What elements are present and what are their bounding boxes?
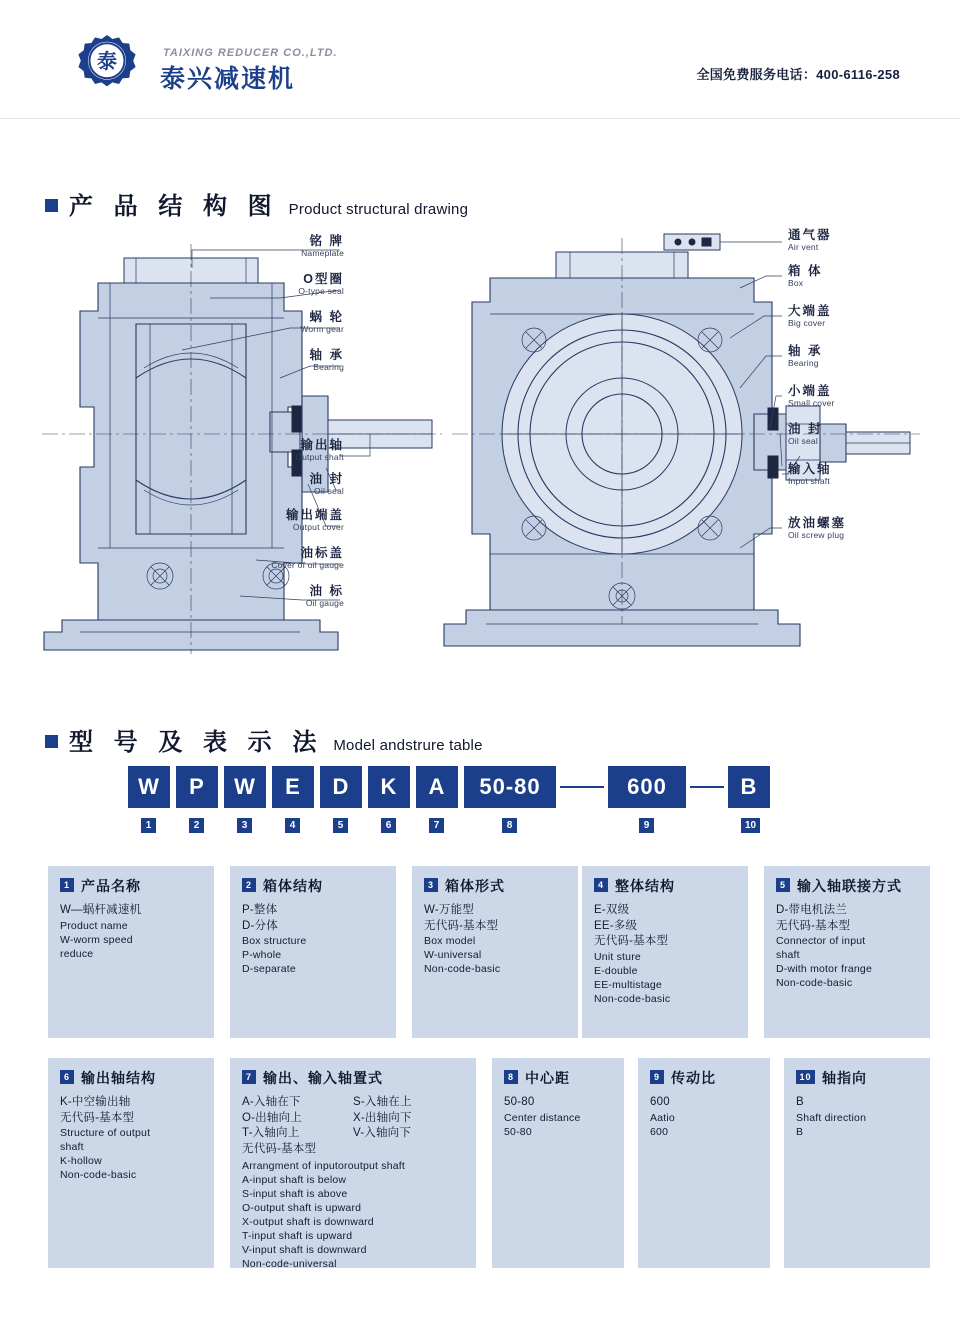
legend-line: W-universal bbox=[424, 949, 482, 961]
legend-badge-4: 4 bbox=[594, 878, 608, 892]
legend-line: 600 bbox=[650, 1096, 670, 1108]
legend-line: W—蜗杆减速机 bbox=[60, 904, 142, 916]
code-box-1: W bbox=[128, 766, 170, 808]
gear-logo-icon bbox=[78, 34, 136, 92]
legend-line: A-input shaft is below bbox=[242, 1174, 347, 1186]
code-box-8: 50-80 bbox=[464, 766, 556, 808]
legend-line: Non-code-basic bbox=[60, 1169, 137, 1181]
callout-oil-seal-right: 油 封 Oil seal bbox=[788, 422, 823, 446]
legend-line: S-入轴在上 bbox=[353, 1096, 412, 1108]
code-box-3: W bbox=[224, 766, 266, 808]
legend-line: K-中空输出轴 bbox=[60, 1096, 131, 1108]
code-box-6: K bbox=[368, 766, 410, 808]
callout-o-type-seal: O型圈 O-type seal bbox=[298, 272, 344, 296]
code-number-6: 6 bbox=[381, 818, 396, 833]
legend-line: O-output shaft is upward bbox=[242, 1202, 362, 1214]
legend-head-5: 输入轴联接方式 bbox=[797, 878, 902, 894]
legend-line: Non-code-basic bbox=[424, 963, 501, 975]
legend-line: D-with motor frange bbox=[776, 963, 872, 975]
legend-line: shaft bbox=[776, 949, 800, 961]
service-hotline: 全国免费服务电话：400-6116-258 bbox=[696, 67, 900, 82]
legend-line: Shaft direction bbox=[796, 1111, 867, 1124]
legend-line: shaft bbox=[60, 1141, 84, 1153]
legend-badge-6: 6 bbox=[60, 1070, 74, 1084]
legend-line: K-hollow bbox=[60, 1155, 102, 1167]
legend-panel-7 bbox=[230, 1058, 476, 1268]
legend-badge-7: 7 bbox=[242, 1070, 256, 1084]
gearbox-diagram-svg bbox=[40, 228, 920, 668]
legend-head-9: 传动比 bbox=[671, 1070, 716, 1086]
callout-input-shaft: 输入轴 Input shaft bbox=[788, 462, 832, 486]
legend-head-7: 输出、输入轴置式 bbox=[263, 1070, 383, 1086]
legend-panel-4 bbox=[582, 866, 748, 1038]
legend-badge-1: 1 bbox=[60, 878, 74, 892]
section-title-model-cn: 型 号 及 表 示 法 bbox=[69, 729, 324, 756]
legend-line: Non-code-basic bbox=[594, 992, 671, 1005]
callout-small-cover: 小端盖 Small cover bbox=[788, 384, 835, 408]
code-number-2: 2 bbox=[189, 818, 204, 833]
callout-air-vent: 通气器 Air vent bbox=[788, 228, 832, 252]
legend-line: Center distance bbox=[504, 1111, 581, 1124]
bullet-square-icon-2 bbox=[45, 735, 58, 748]
legend-line: V-入轴向下 bbox=[353, 1127, 412, 1139]
legend-panel-5 bbox=[764, 866, 930, 1038]
legend-line: V-input shaft is downward bbox=[242, 1244, 367, 1256]
code-box-5: D bbox=[320, 766, 362, 808]
code-dash-2 bbox=[690, 786, 724, 788]
model-code-row bbox=[0, 766, 960, 846]
legend-line: 无代码-基本型 bbox=[242, 1142, 317, 1155]
code-box-9: 600 bbox=[608, 766, 686, 808]
legend-line: T-input shaft is upward bbox=[242, 1230, 353, 1242]
legend-badge-3: 3 bbox=[424, 878, 438, 892]
legend-line: B bbox=[796, 1125, 804, 1138]
legend-head-2: 箱体结构 bbox=[263, 878, 323, 894]
legend-badge-9: 9 bbox=[650, 1070, 664, 1084]
legend-line: Aatio bbox=[650, 1111, 675, 1124]
legend-line: W-worm speed bbox=[60, 933, 133, 946]
legend-line: Arrangment of inputoroutput shaft bbox=[242, 1160, 406, 1172]
legend-line: Box structure bbox=[242, 935, 307, 947]
legend-line: T-入轴向上 bbox=[242, 1127, 300, 1139]
legend-panel-2 bbox=[230, 866, 396, 1038]
callout-output-cover: 输出端盖 Output cover bbox=[285, 508, 344, 532]
product-structural-drawing bbox=[40, 228, 920, 668]
legend-line: Box model bbox=[424, 935, 476, 947]
code-box-4: E bbox=[272, 766, 314, 808]
legend-line: reduce bbox=[60, 947, 94, 960]
legend-head-8: 中心距 bbox=[525, 1070, 570, 1086]
legend-line: B bbox=[796, 1096, 804, 1108]
legend-head-10: 轴指向 bbox=[822, 1070, 867, 1086]
code-number-7: 7 bbox=[429, 818, 444, 833]
legend-badge-2: 2 bbox=[242, 878, 256, 892]
callout-bearing-right: 轴 承 Bearing bbox=[788, 344, 823, 368]
section-title-structure-en: Product structural drawing bbox=[288, 201, 469, 218]
code-dash-1 bbox=[560, 786, 604, 788]
legend-line: E-double bbox=[594, 964, 638, 977]
legend-head-1: 产品名称 bbox=[81, 878, 141, 894]
legend-line: Non-code-universal bbox=[242, 1258, 337, 1270]
code-number-9: 9 bbox=[639, 818, 654, 833]
code-box-2: P bbox=[176, 766, 218, 808]
legend-badge-10: 10 bbox=[796, 1070, 815, 1084]
section-title-structure-cn: 产 品 结 构 图 bbox=[69, 193, 279, 220]
legend-panel-10 bbox=[784, 1058, 930, 1268]
bullet-square-icon bbox=[45, 199, 58, 212]
legend-panel-8 bbox=[492, 1058, 624, 1268]
legend-line: S-input shaft is above bbox=[242, 1188, 348, 1200]
section-title-structure bbox=[45, 186, 468, 221]
callout-oil-seal-left: 油 封 Oil seal bbox=[309, 472, 344, 496]
code-number-8: 8 bbox=[502, 818, 517, 833]
legend-line: 无代码-基本型 bbox=[60, 1111, 135, 1124]
callout-oil-gauge: 油 标 Oil gauge bbox=[305, 584, 344, 608]
legend-line: 50-80 bbox=[504, 1096, 535, 1108]
code-number-10: 10 bbox=[741, 818, 760, 833]
callout-big-cover: 大端盖 Big cover bbox=[788, 304, 832, 328]
code-number-5: 5 bbox=[333, 818, 348, 833]
legend-badge-5: 5 bbox=[776, 878, 790, 892]
callout-output-shaft: 输出轴 Output shaft bbox=[295, 438, 344, 462]
legend-line: 无代码-基本型 bbox=[594, 935, 669, 947]
callout-worm-gear: 蜗 轮 Worm gear bbox=[300, 310, 344, 334]
legend-line: EE-multistage bbox=[594, 978, 662, 991]
legend-line: Connector of input bbox=[776, 935, 866, 947]
page-header bbox=[0, 0, 960, 119]
brand-english: TAIXING REDUCER CO.,LTD. bbox=[163, 47, 338, 59]
legend-line: D-separate bbox=[242, 963, 296, 975]
code-number-1: 1 bbox=[141, 818, 156, 833]
legend-line: 无代码-基本型 bbox=[776, 919, 851, 932]
legend-line: D-带电机法兰 bbox=[776, 904, 848, 916]
legend-line: P-整体 bbox=[242, 904, 278, 916]
callout-oil-screw-plug: 放油螺塞 Oil screw plug bbox=[788, 516, 847, 540]
legend-line: Product name bbox=[60, 919, 128, 932]
code-number-3: 3 bbox=[237, 818, 252, 833]
legend-line: P-whole bbox=[242, 949, 282, 961]
legend-line: X-output shaft is downward bbox=[242, 1216, 374, 1228]
callout-bearing-left: 轴 承 Bearing bbox=[309, 348, 344, 372]
legend-line: X-出轴向下 bbox=[353, 1111, 412, 1124]
legend-line: Structure of output bbox=[60, 1127, 151, 1139]
code-box-7: A bbox=[416, 766, 458, 808]
legend-line: O-出轴向上 bbox=[242, 1111, 302, 1124]
legend-line: A-入轴在下 bbox=[242, 1096, 301, 1108]
legend-head-6: 输出轴结构 bbox=[81, 1070, 156, 1086]
legend-head-4: 整体结构 bbox=[615, 878, 675, 894]
legend-panel-6 bbox=[48, 1058, 214, 1268]
legend-line: 600 bbox=[650, 1125, 669, 1138]
legend-panel-1 bbox=[48, 866, 214, 1038]
legend-line: Unit sture bbox=[594, 950, 641, 963]
callout-nameplate: 铭 牌 Nameplate bbox=[301, 234, 344, 258]
svg-text:泰: 泰 bbox=[97, 51, 117, 73]
legend-head-3: 箱体形式 bbox=[445, 878, 505, 894]
legend-line: W-万能型 bbox=[424, 904, 474, 916]
legend-line: EE-多级 bbox=[594, 919, 638, 932]
legend-line: E-双级 bbox=[594, 904, 630, 916]
legend-panel-9 bbox=[638, 1058, 770, 1268]
section-title-model-en: Model andstrure table bbox=[333, 737, 483, 754]
callout-cover-of-oil-gauge: 油标盖 Cover of oil gauge bbox=[271, 546, 344, 570]
legend-panel-3 bbox=[412, 866, 578, 1038]
brand-chinese: 泰兴减速机 bbox=[160, 65, 296, 93]
section-title-model bbox=[45, 722, 483, 757]
legend-line: 无代码-基本型 bbox=[424, 919, 499, 932]
code-number-4: 4 bbox=[285, 818, 300, 833]
legend-badge-8: 8 bbox=[504, 1070, 518, 1084]
code-box-10: B bbox=[728, 766, 770, 808]
callout-box: 箱 体 Box bbox=[788, 264, 823, 288]
legend-line: 50-80 bbox=[504, 1125, 532, 1138]
legend-line: D-分体 bbox=[242, 919, 278, 932]
legend-line: Non-code-basic bbox=[776, 977, 853, 989]
